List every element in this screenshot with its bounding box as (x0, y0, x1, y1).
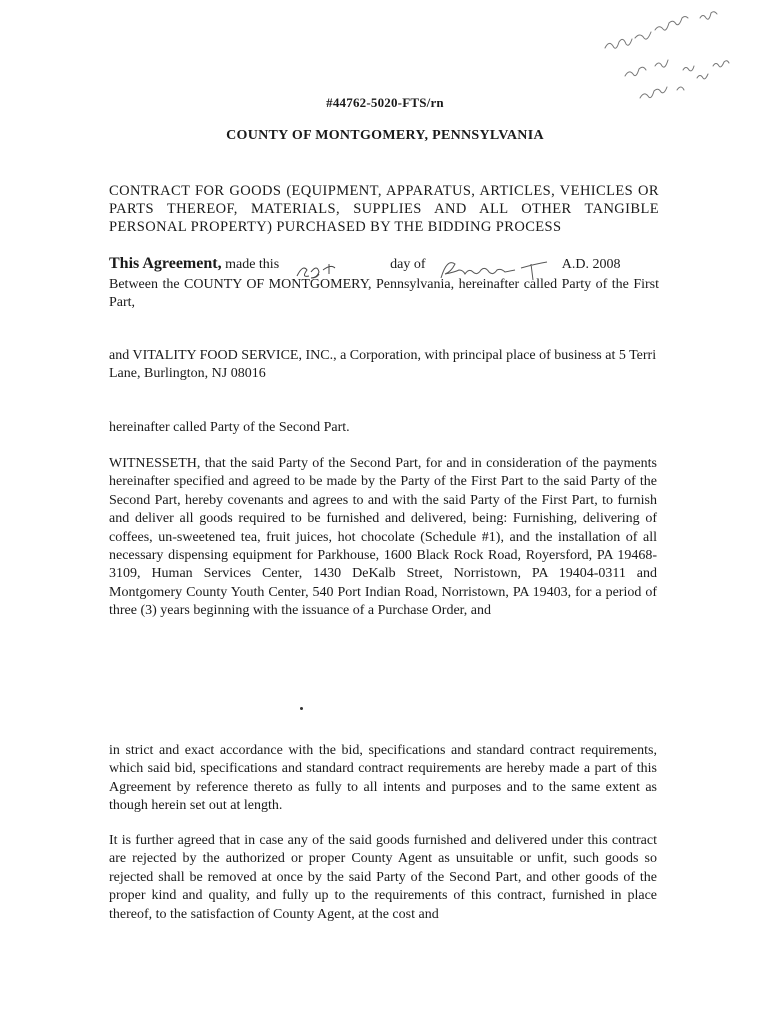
ad-year: A.D. 2008 (561, 257, 621, 272)
contract-title: CONTRACT FOR GOODS (EQUIPMENT, APPARATUS, ARTICLES, VEHICLES OR PARTS THEREOF, MATERIALS, SUPPLIES AND ALL OTHER TANGIBLE PERSONAL PROPERTY) PURCHASED BY THE BIDDING PROCESS (109, 183, 659, 235)
handwritten-annotation (595, 8, 745, 108)
agreement-lead: This Agreement, (109, 255, 222, 272)
document-number: #44762-5020-FTS/rn (326, 95, 444, 110)
further-agreed-paragraph: It is further agreed that in case any of the said goods furnished and delivered under this contract are rejected by the authorized or proper County Agent as unsuitable or unfit, such goods so rejected shall be removed at once by the said Party of the Second Part, and other goods of the proper kind and quality, and fully up to the requirements of this contract, furnished in place thereof, to the satisfaction of County Agent, at the cost and (109, 833, 657, 922)
agreement-line (109, 255, 661, 274)
second-party-text: and VITALITY FOOD SERVICE, INC., a Corporation, with principal place of business at 5 Terri Lane, Burlington, NJ 08016 (109, 348, 657, 381)
county-title: COUNTY OF MONTGOMERY, PENNSYLVANIA (226, 128, 544, 143)
witnesseth-paragraph: WITNESSETH, that the said Party of the Second Part, for and in consideration of the payments hereinafter specified and agreed to be made by the Party of the First Part to the said Party of the Second Part, hereby covenants and agrees to and with the said Party of the First Part, to furnish and deliver all goods required to be furnished and delivered, being: Furnishing, delivering of coffees, un-sweetened tea, fruit juices, hot chocolate (Schedule #1), and the installation of all necessary dispensing equipment for Parkhouse, 1600 Black Rock Road, Royersford, PA 19468-3109, Human Services Center, 1430 DeKalb Street, Norristown, PA 19404-0311 and Montgomery County Youth Center, 540 Port Indian Road, Norristown, PA 19403, for a period of three (3) years beginning with the issuance of a Purchase Order, and (109, 456, 657, 619)
hereinafter-text: hereinafter called Party of the Second Part. (109, 420, 350, 435)
day-of-text: day of (390, 257, 426, 272)
first-party-text: Between the COUNTY OF MONTGOMERY, Pennsylvania, hereinafter called Party of the First Part, (109, 277, 659, 310)
strict-accordance-paragraph: in strict and exact accordance with the bid, specifications and standard contract requirements, which said bid, specifications and standard contract requirements are hereby made a part of this Agreement by reference thereto as fully to all intents and purposes and to the same extent as though herein set out at length. (109, 743, 657, 814)
made-this-text: made this (225, 257, 280, 272)
stray-mark (300, 707, 303, 710)
